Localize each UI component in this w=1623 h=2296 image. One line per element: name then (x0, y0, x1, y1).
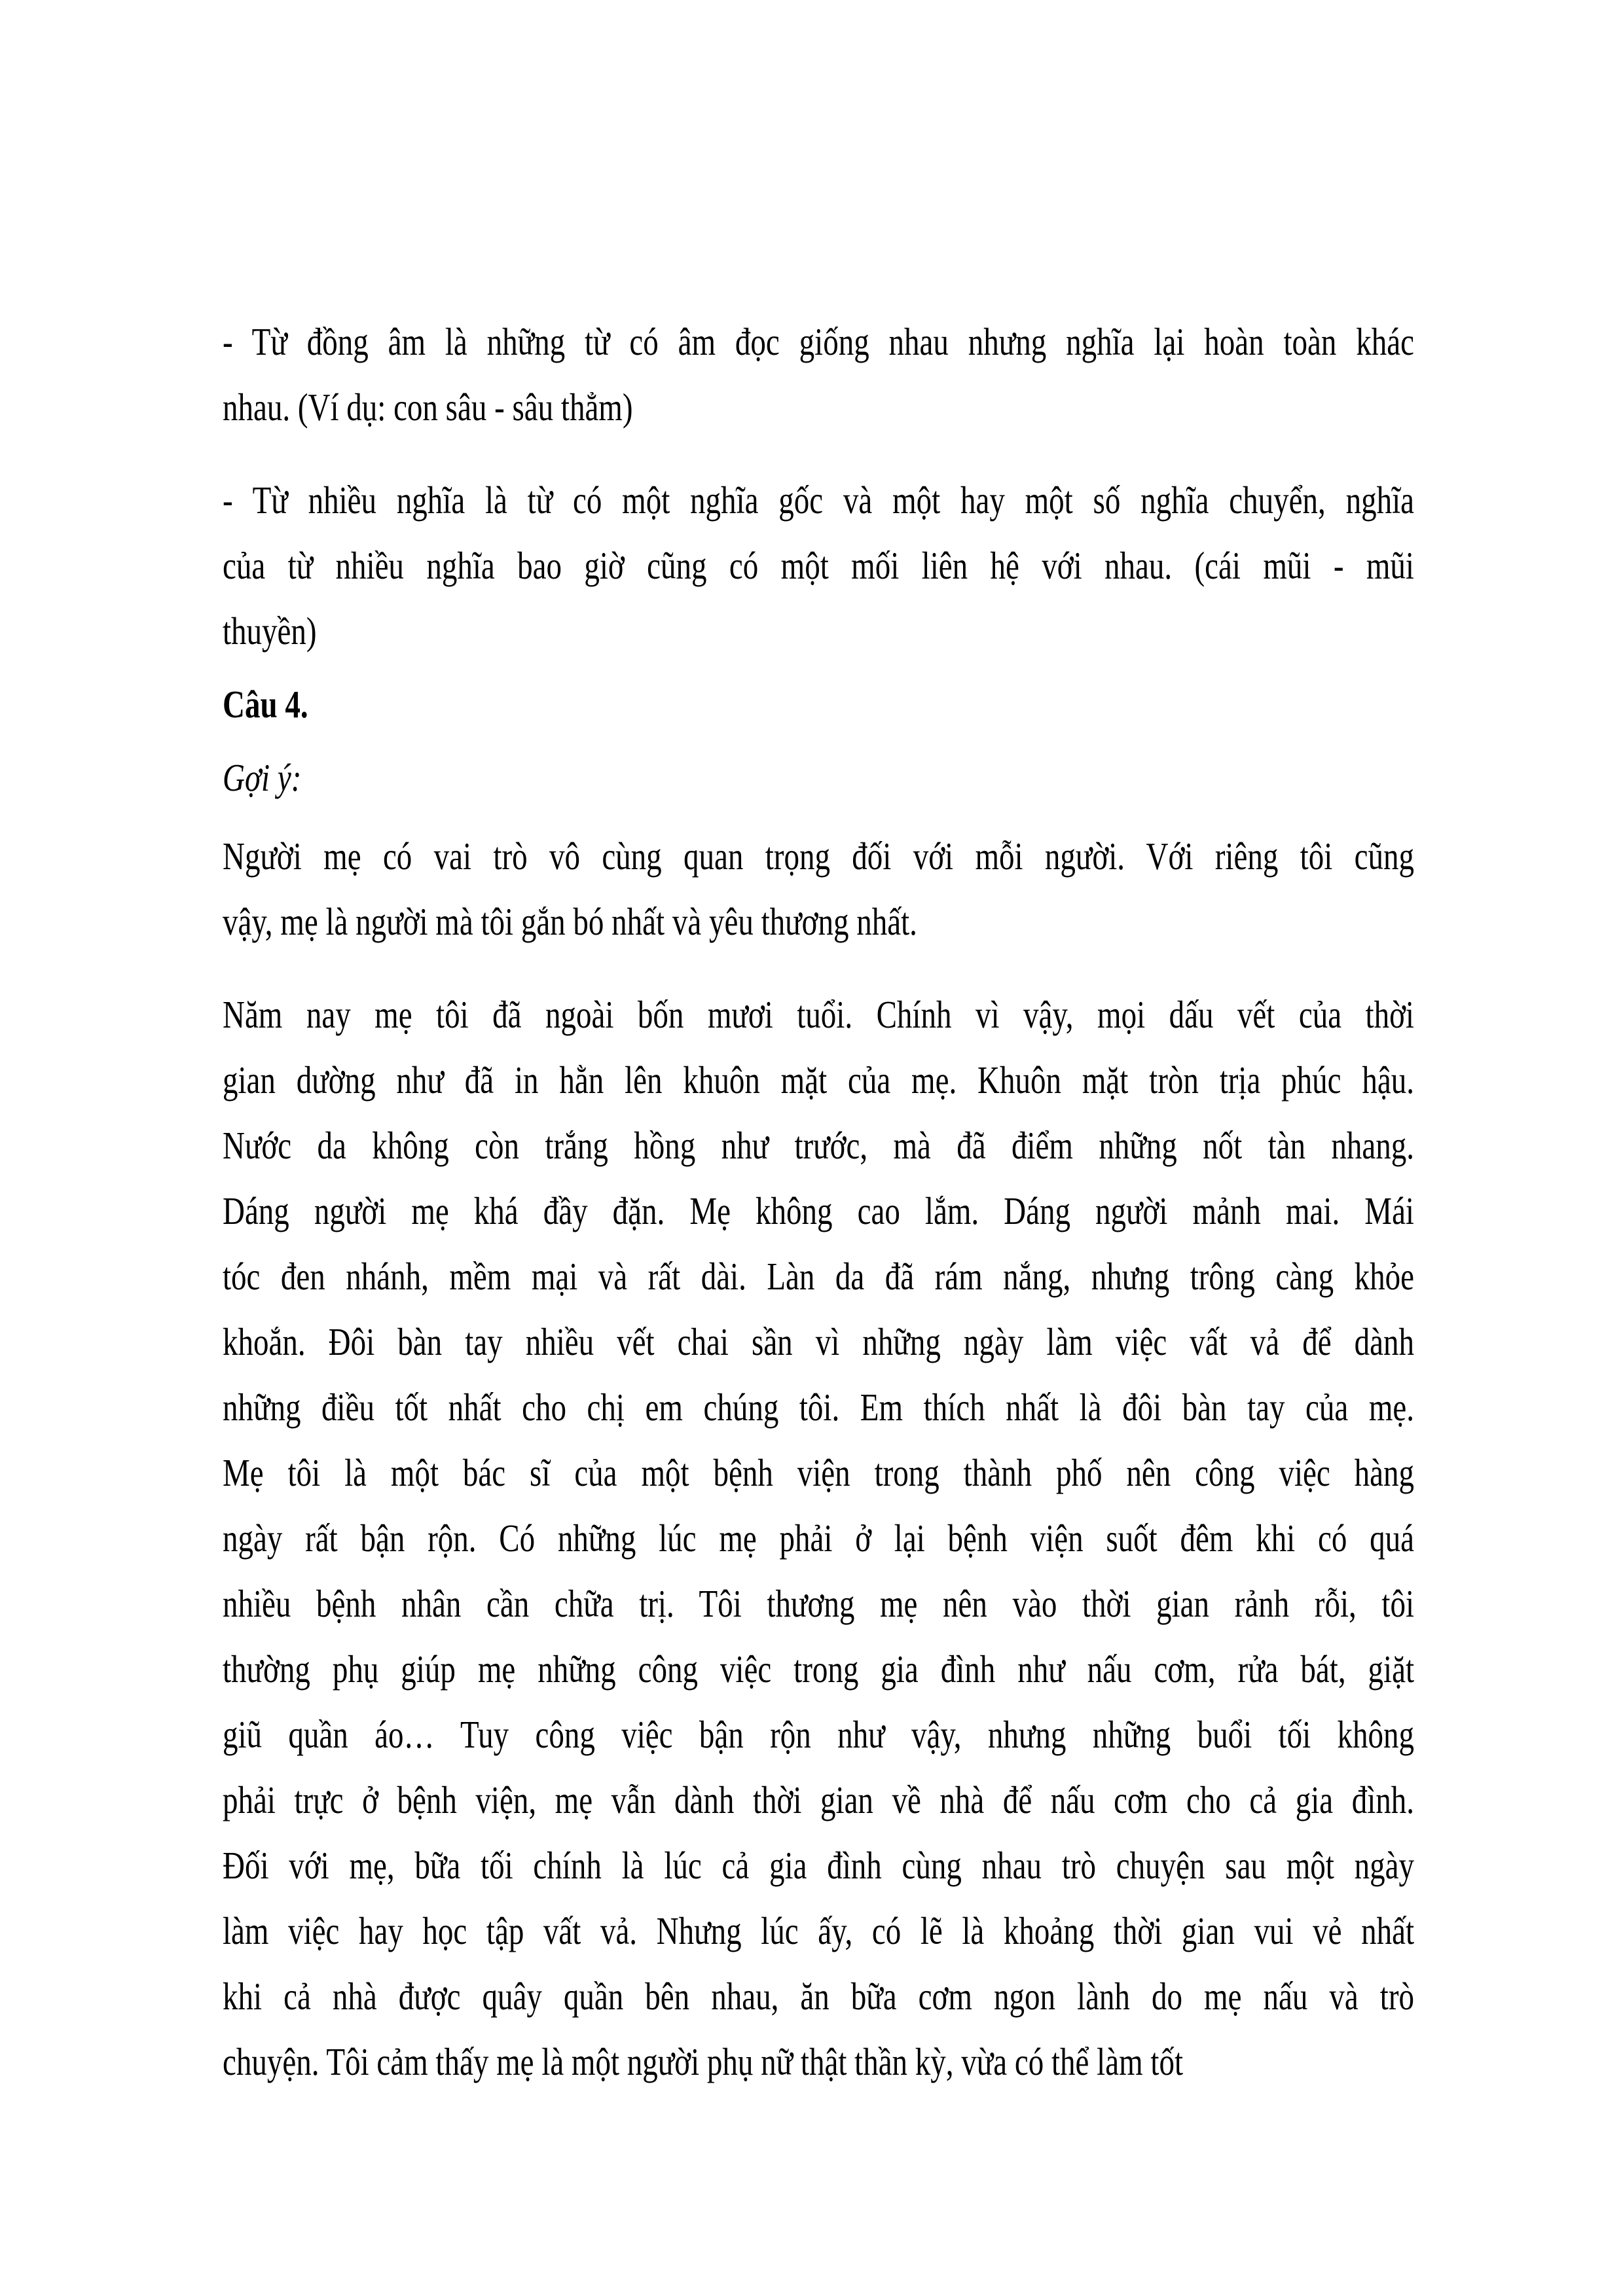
text-line: những điều tốt nhất cho chị em chúng tôi. Em thích nhất là đôi bàn tay của mẹ. (223, 1386, 1414, 1429)
text-line: khi cả nhà được quây quần bên nhau, ăn bữa cơm ngon lành do mẹ nấu và trò (223, 1975, 1414, 2018)
text-line: Năm nay mẹ tôi đã ngoài bốn mươi tuổi. Chính vì vậy, mọi dấu vết của thời (223, 994, 1414, 1037)
text-line: phải trực ở bệnh viện, mẹ vẫn dành thời gian về nhà để nấu cơm cho cả gia đình. (223, 1779, 1414, 1822)
text-line: - Từ nhiều nghĩa là từ có một nghĩa gốc và một hay một số nghĩa chuyển, nghĩa (223, 479, 1414, 522)
paragraph-homophones (223, 310, 1414, 440)
text-line: Đối với mẹ, bữa tối chính là lúc cả gia đình cùng nhau trò chuyện sau một ngày (223, 1844, 1414, 1888)
label-goi-y (223, 745, 1414, 811)
text-line: Gợi ý: (223, 757, 302, 800)
text-line: giũ quần áo… Tuy công việc bận rộn như vậy, nhưng những buổi tối không (223, 1713, 1414, 1757)
text-line: tóc đen nhánh, mềm mại và rất dài. Làn da đã rám nắng, nhưng trông càng khỏe (223, 1255, 1414, 1299)
text-line: làm việc hay học tập vất vả. Nhưng lúc ấy, có lẽ là khoảng thời gian vui vẻ nhất (223, 1910, 1414, 1953)
text-line: chuyện. Tôi cảm thấy mẹ là một người phụ nữ thật thần kỳ, vừa có thể làm tốt (223, 2041, 1184, 2084)
text-line: vậy, mẹ là người mà tôi gắn bó nhất và yêu thương nhất. (223, 901, 917, 944)
text-line: Nước da không còn trắng hồng như trước, mà đã điểm những nốt tàn nhang. (223, 1124, 1414, 1168)
text-line: khoắn. Đôi bàn tay nhiều vết chai sần vì những ngày làm việc vất vả để dành (223, 1321, 1414, 1364)
text-line: thuyền) (223, 610, 317, 653)
text-line: Câu 4. (223, 683, 308, 726)
text-line: - Từ đồng âm là những từ có âm đọc giống nhau nhưng nghĩa lại hoàn toàn khác (223, 321, 1414, 364)
paragraph-intro-mother (223, 824, 1414, 955)
text-line: thường phụ giúp mẹ những công việc trong gia đình như nấu cơm, rửa bát, giặt (223, 1648, 1414, 1691)
text-line: của từ nhiều nghĩa bao giờ cũng có một mối liên hệ với nhau. (cái mũi - mũi (223, 545, 1414, 588)
text-line: nhau. (Ví dụ: con sâu - sâu thẳm) (223, 386, 633, 429)
heading-cau-4 (223, 672, 1414, 738)
text-line: Dáng người mẹ khá đầy đặn. Mẹ không cao lắm. Dáng người mảnh mai. Mái (223, 1190, 1414, 1233)
text-line: Mẹ tôi là một bác sĩ của một bệnh viện trong thành phố nên công việc hàng (223, 1452, 1414, 1495)
paragraph-polysemy (223, 468, 1414, 664)
text-line: nhiều bệnh nhân cần chữa trị. Tôi thương mẹ nên vào thời gian rảnh rỗi, tôi (223, 1583, 1414, 1626)
text-line: gian dường như đã in hằn lên khuôn mặt của mẹ. Khuôn mặt tròn trịa phúc hậu. (223, 1059, 1414, 1102)
paragraph-mother-description (223, 982, 1414, 2095)
text-line: ngày rất bận rộn. Có những lúc mẹ phải ở lại bệnh viện suốt đêm khi có quá (223, 1517, 1414, 1560)
text-line: Người mẹ có vai trò vô cùng quan trọng đối với mỗi người. Với riêng tôi cũng (223, 835, 1414, 878)
